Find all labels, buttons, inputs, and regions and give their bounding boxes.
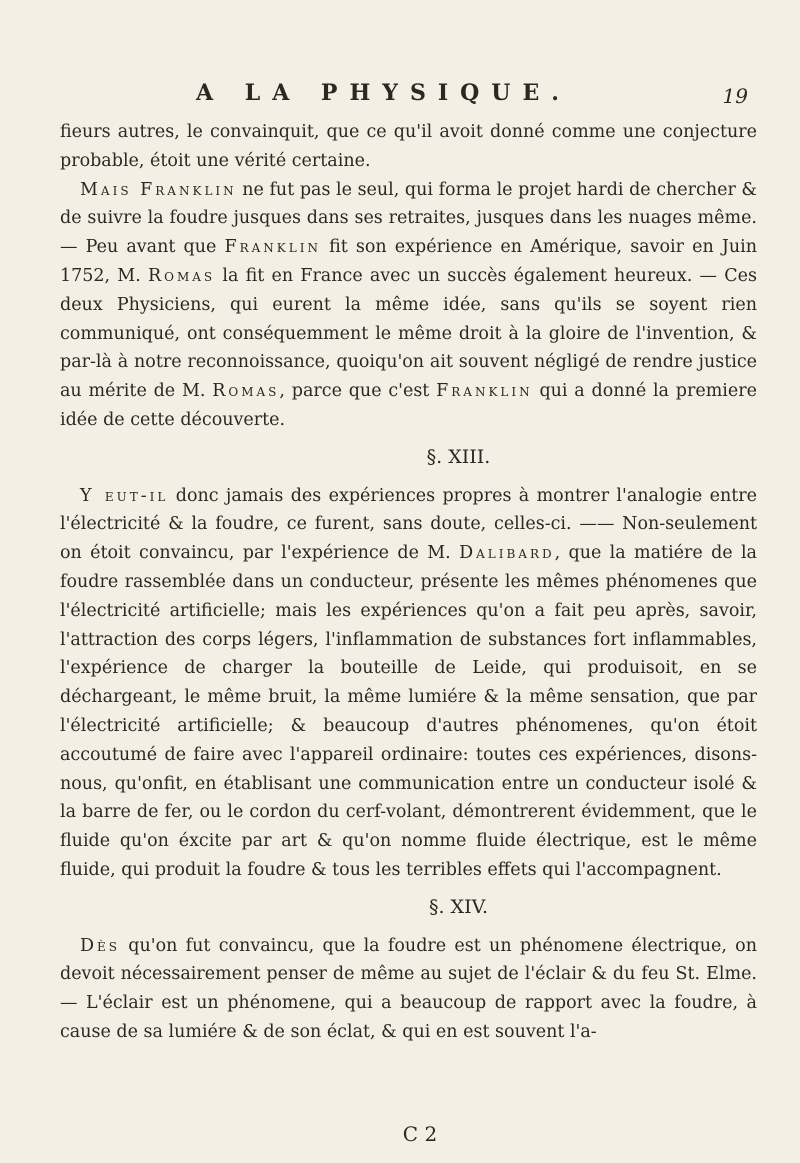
paragraph-text: qui a donné la premiere idée de cette découverte. xyxy=(60,381,757,430)
paragraph-text: fit son expérience en Amérique, savoir en Juin 1752, M. xyxy=(60,237,757,286)
paragraph-text: fieurs autres, le convainquit, que ce qu'il avoit donné comme une conjecture probable, étoit une vérité certaine. xyxy=(60,122,757,171)
paragraph-text: ne fut pas le seul, qui forma le projet hardi de chercher & de suivre la foudre jusques dans ses retraites, jusques dans les nuages même. — Peu avant que xyxy=(60,179,757,258)
paragraph-text: , que la matiére de la foudre rassemblée dans un conducteur, présente les mêmes phénomenes que l'électricité artificielle; mais les expériences qu'on a fait peu après, savoir, l'attraction des corps légers, l'inflammation de substances fort inflammables, l'expérience de charger la bouteille de Leide, qui produisoit, en se déchargeant, le même bruit, la même lumiére & la même sensation, que par l'électricité artificielle; & beaucoup d'autres phénomenes, qu'on étoit accoutumé de faire avec l'appareil ordinaire: toutes ces expériences, disons-nous, qu'onfit, en établisant une communication entre un conducteur isolé & la barre de fer, ou le cordon du cerf-volant, démontrerent évidemment, que le fluide qu'on éxcite par art & qu'on nomme fluide électrique, est le même fluide, qui produit la foudre & tous les terribles effets qui l'accompagnent. xyxy=(60,543,757,880)
paragraph xyxy=(60,118,757,176)
page-header xyxy=(196,80,748,116)
paragraph-text: , parce que c'est xyxy=(279,381,437,402)
name-franklin: Franklin xyxy=(436,381,533,402)
paragraph xyxy=(60,482,757,885)
paragraph-text: la fit en France avec un succès également heureux. — Ces deux Physiciens, qui eurent la même idée, sans qu'ils se soyent rien communiqué, ont conséquemment le même droit à la gloire de l'invention, & par-là à notre reconnoissance, quoiqu'on ait souvent négligé de rendre justice au mérite de M. xyxy=(60,265,757,402)
signature-mark: C 2 xyxy=(402,1122,438,1146)
name-franklin: Franklin xyxy=(224,237,321,258)
paragraph-text: donc jamais des expériences propres à montrer l'analogie entre l'électricité & la foudre, ce furent, sans doute, celles-ci. —— Non-seulement on étoit convaincu, par l'expérience de M. xyxy=(60,485,757,564)
paragraph xyxy=(60,176,757,435)
small-caps-lead: Dès xyxy=(80,935,121,956)
small-caps-lead: Mais Franklin xyxy=(80,179,237,200)
section-heading: §. XIII. xyxy=(426,445,491,468)
name-dalibard: Dalibard xyxy=(459,543,555,564)
running-head: A LA PHYSIQUE. xyxy=(196,80,571,106)
section-heading: §. XIV. xyxy=(428,895,489,918)
small-caps-lead: Y eut-il xyxy=(80,485,169,506)
name-romas: Romas xyxy=(212,381,280,402)
paragraph-text: qu'on fut convaincu, que la foudre est un phénomene électrique, on devoit nécessairement penser de même au sujet de l'éclair & du feu St. Elme. — L'éclair est un phénomene, qui a beaucoup de rapport avec la foudre, à cause de sa lumiére & de son éclat, & qui en est souvent l'a- xyxy=(60,935,757,1042)
body-text xyxy=(60,118,757,1047)
paragraph xyxy=(60,932,757,1047)
page-number: 19 xyxy=(722,84,748,108)
name-romas: Romas xyxy=(147,265,216,286)
